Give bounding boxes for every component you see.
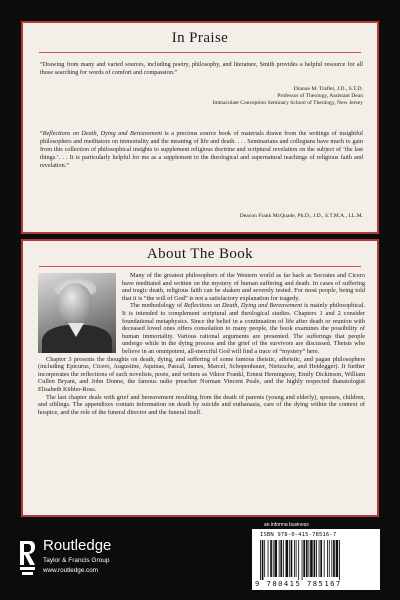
barcode-bar	[329, 540, 330, 577]
barcode-bar	[333, 540, 335, 577]
barcode-bar	[316, 540, 317, 577]
publisher-block	[18, 537, 168, 583]
quote-2-book-title: Reflections on Death, Dying and Bereavement	[42, 130, 163, 137]
quote-2-open: “	[40, 130, 43, 137]
barcode-bar	[268, 540, 269, 577]
about-divider	[39, 266, 361, 267]
barcode-digits: 9 780415 785167	[255, 579, 342, 588]
barcode-bar	[286, 540, 289, 577]
quote-2-text: is a precious source book of materials drawn from the writings of insightful philosophers and meditators on immortality and the meaning of life and death. . . . Seminarians and collegians have much to gain from this collection of philosophical insights to supplement religious doctrine and scriptural revelation on the subject of ‘the last things.’. . . It is particularly helpful for me as a supplement to the theological and supernatural teachings of religious faith and revelation.”	[40, 130, 363, 170]
barcode-bar	[306, 540, 308, 577]
publisher-group: Taylor & Francis Group	[43, 557, 110, 564]
author-photo	[38, 273, 116, 353]
barcode-bar	[264, 540, 265, 577]
about-paragraph-3: Chapter 3 presents the thoughts on death, dying, and suffering of some famous theistic, atheistic, and pagan philosophers (including Epicurus, Cicero, Augustine, Aquinas, Pascal, James, Marcel, Schopenhauer, Nietzsche, and Heidegger). It further incorporates the reflections of such novelists, poets, and writers as Viktor Frankl, Ernest Hemingway, Emily Dickinson, William Cullen Bryant, and John Donne, the famous radio preacher Norman Vincent Peale, and the highly respected thanatologist Elisabeth Kübler-Ross.	[38, 355, 365, 393]
barcode-bar	[320, 540, 322, 577]
attribution-1-name: Dianne M. Traflet, J.D., S.T.D.	[293, 86, 363, 92]
barcode-bar	[336, 540, 339, 577]
barcode-bar	[302, 540, 303, 580]
barcode-bar	[279, 540, 280, 577]
publisher-name: Routledge	[43, 537, 112, 554]
praise-heading: In Praise	[171, 30, 229, 46]
about-heading: About The Book	[146, 246, 254, 262]
barcode-bar	[294, 540, 295, 577]
about-body	[38, 272, 365, 416]
barcode-bar	[303, 540, 305, 577]
attribution-1-org: Immaculate Conception Seminary School of Theology, New Jersey	[212, 100, 363, 107]
barcode-block	[252, 529, 380, 590]
barcode-bar	[324, 540, 325, 577]
barcode-bar	[289, 540, 290, 577]
barcode-bar	[331, 540, 332, 577]
barcode-bar	[319, 540, 320, 577]
praise-quote-2	[40, 130, 363, 170]
para-2-text: is mainly philosophical. It is intended to complement scriptural and theological studies. Chapters 1 and 2 consider foundational metaphysics. Since the belief in a continuation of life after death or reunion with deceased loved ones offers consolation to many people, the book examines the possibility of human immortality. Various rational arguments are presented. The sufferings that people undergo while in the dying process and the grief of the survivors are discussed. Theists who believe in an omnipotent, all-merciful God will find a trace of “mystery” here.	[122, 302, 365, 355]
barcode-bar	[314, 540, 316, 577]
informa-tagline: an informa business	[264, 522, 309, 528]
para-2-lead: The methodology of	[130, 302, 184, 310]
barcode-bar	[310, 540, 313, 577]
barcode-bar	[283, 540, 284, 577]
routledge-logo-icon	[18, 539, 38, 577]
isbn-label: ISBN 978-0-415-78516-7	[260, 532, 337, 538]
barcode-bar	[327, 540, 328, 577]
barcode-bar	[273, 540, 274, 577]
barcode-bar	[274, 540, 277, 577]
praise-attribution-1	[212, 86, 363, 108]
barcode-bar	[291, 540, 293, 577]
barcode-bar	[296, 540, 297, 577]
publisher-url[interactable]: www.routledge.com	[43, 567, 98, 574]
barcode-bar	[270, 540, 272, 577]
barcode-bar	[308, 540, 309, 577]
praise-panel	[21, 21, 379, 234]
about-panel	[21, 239, 379, 517]
attribution-1-title: Professor of Theology, Assistant Dean	[277, 93, 363, 100]
barcode-bar	[262, 540, 264, 580]
praise-divider	[39, 52, 361, 53]
barcode-graphic	[258, 540, 374, 580]
praise-attribution-2: Deacon Frank McQuade, Ph.D., J.D., S.T.M.A., LL.M.	[239, 213, 363, 219]
barcode-bar	[280, 540, 282, 577]
barcode-bar	[260, 540, 261, 580]
about-paragraph-4: The last chapter deals with grief and bereavement resulting from the death of parents (young and elderly), spouses, children, and siblings. The appendixes contain information on death by suicide and euthanasia, care of the dying within the context of hospice, and the role of the funeral director and the funeral itself.	[38, 393, 365, 416]
about-paragraph-1: Many of the greatest philosophers of the Western world as far back as Socrates and Cicero have meditated and written on the mystery of human suffering and death. In cases of suffering and tragic death, religious faith can be shaken and severely tested. For most people, being told that it is “the will of God” is not a satisfactory explanation for tragedy.	[122, 272, 365, 302]
praise-quote-1: “Drawing from many and varied sources, including poetry, philosophy, and literature, Smith provides a helpful resource for all those searching for words of comfort and compassion.”	[40, 61, 363, 77]
barcode-bar	[339, 540, 340, 580]
para-2-book-title: Reflections on Death, Dying and Bereavement	[183, 302, 303, 310]
barcode-bar	[298, 540, 299, 580]
